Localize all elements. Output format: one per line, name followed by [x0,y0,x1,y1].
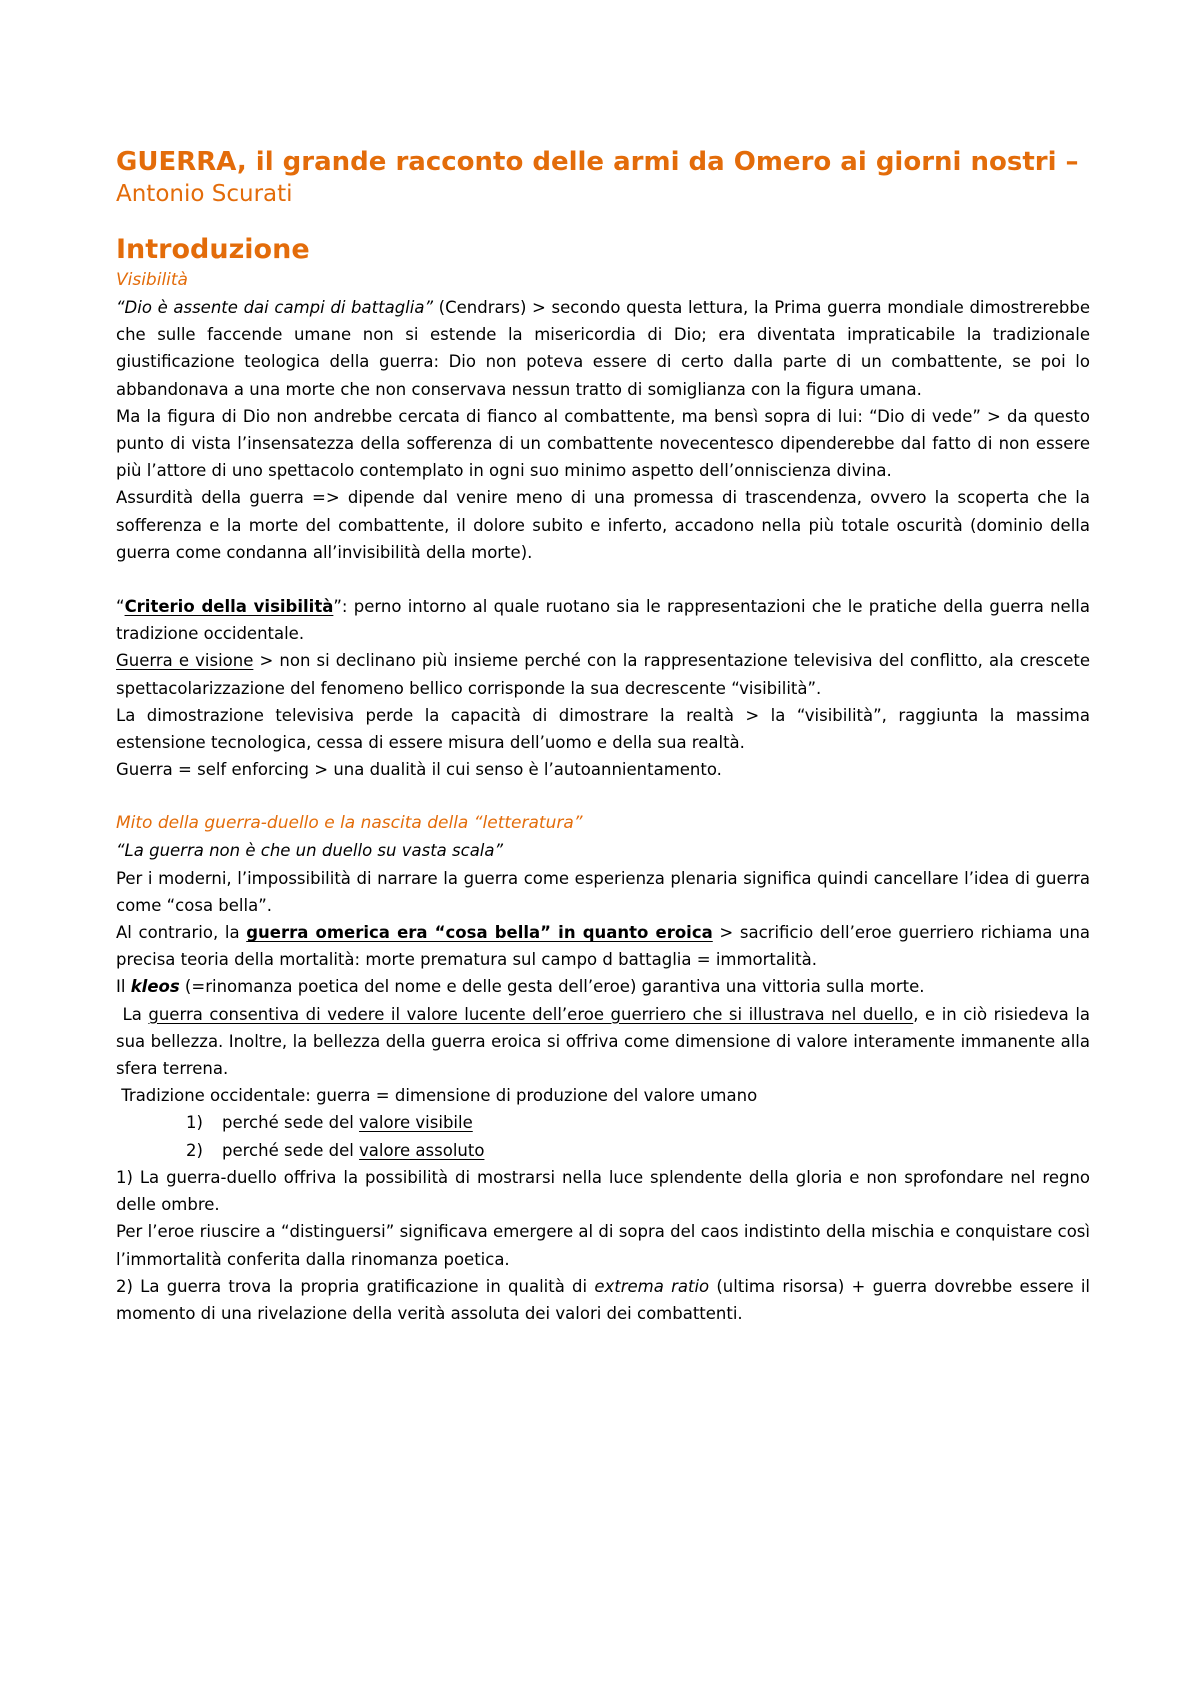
paragraph: Per i moderni, l’impossibilità di narrare la guerra come esperienza plenaria significa quindi cancellare l’idea di guerra come “cosa bella”. [116,868,1090,915]
paragraph: Guerra = self enforcing > una dualità il cui senso è l’autoannientamento. [116,760,722,780]
paragraph: La guerra consentiva di vedere il valore lucente dell’eroe guerriero che si illustrava nel duello, e in ciò risiedeva la sua bellezza. Inoltre, la bellezza della guerra eroica si offriva come dimensione di valore interamente immanente alla sfera terrena. [116,1004,1091,1079]
term-guerra-omerica: guerra omerica era “cosa bella” in quanto eroica [246,923,713,943]
paragraph: “Dio è assente dai campi di battaglia” (Cendrars) > secondo questa lettura, la Prima guerra mondiale dimostrerebbe che sulle faccende umane non si estende la misericordia di Dio; era diventata impraticabile la tradizionale giustificazione teologica della guerra: Dio non poteva essere di certo dalla parte di un combattente, se poi lo abbandonava a una morte che non conservava nessun tratto di somiglianza con la figura umana. [116,298,1090,399]
paragraph: Per l’eroe riuscire a “distinguersi” significava emergere al di sopra del caos indistinto della mischia e conquistare così l’immortalità conferita dalla rinomanza poetica. [116,1222,1090,1269]
document-title: GUERRA, il grande racconto delle armi da Omero ai giorni nostri – [116,147,1079,177]
term-guerra-visione: Guerra e visione [116,651,254,671]
quote-cendrars: “Dio è assente dai campi di battaglia” [116,298,433,317]
paragraph: “Criterio della visibilità”: perno intorno al quale ruotano sia le rappresentazioni che le pratiche della guerra nella tradizione occidentale. [116,597,1090,644]
document-author: Antonio Scurati [116,181,293,207]
paragraph: Guerra e visione > non si declinano più insieme perché con la rappresentazione televisiva del conflitto, ala crescete spettacolarizzazione del fenomeno bellico corrisponde la sua decrescente “visibilità”. [116,651,1090,698]
paragraph: La dimostrazione televisiva perde la capacità di dimostrare la realtà > la “visibilità”, raggiunta la massima estensione tecnologica, cessa di essere misura dell’uomo e della sua realtà. [116,705,1090,753]
term-valore-lucente: guerra consentiva di vedere il valore lucente dell’eroe guerriero che si illustrava nel duello [148,1004,914,1024]
section-heading-introduzione: Introduzione [116,234,310,265]
subheading-visibilita: Visibilità [116,270,188,290]
paragraph: Il kleos (=rinomanza poetica del nome e delle gesta dell’eroe) garantiva una vittoria sulla morte. [116,977,925,997]
term-criterio-visibilita: Criterio della visibilità [124,597,334,617]
document-page [116,145,1090,1327]
term-kleos: kleos [130,977,180,997]
paragraph: Assurdità della guerra => dipende dal venire meno di una promessa di trascendenza, ovvero la scoperta che la sofferenza e la morte del combattente, il dolore subito e inferto, accadono nella più totale oscurità (dominio della guerra come condanna all’invisibilità della morte). [116,488,1090,562]
list-item: 1) perché sede del valore visibile [186,1113,473,1133]
spacer [116,783,1090,810]
spacer [116,566,1090,593]
paragraph: 2) La guerra trova la propria gratificazione in qualità di extrema ratio (ultima risorsa) + guerra dovrebbe essere il momento di una rivelazione della verità assoluta dei valori dei combattenti. [116,1276,1090,1323]
list-item: 2) perché sede del valore assoluto [186,1140,485,1160]
term-extrema-ratio: extrema ratio [594,1276,710,1296]
paragraph: 1) La guerra-duello offriva la possibilità di mostrarsi nella luce splendente della gloria e non sprofondare nel regno delle ombre. [116,1167,1090,1215]
numbered-list [116,1109,1090,1163]
quote-duello: “La guerra non è che un duello su vasta scala” [116,841,504,861]
paragraph: Tradizione occidentale: guerra = dimensione di produzione del valore umano [116,1086,758,1106]
subheading-mito-guerra-duello: Mito della guerra-duello e la nascita della “letteratura” [116,813,583,834]
paragraph: Al contrario, la guerra omerica era “cosa bella” in quanto eroica > sacrificio dell’eroe guerriero richiama una precisa teoria della mortalità: morte prematura sul campo d battaglia = immortalità. [116,923,1091,970]
paragraph: Ma la figura di Dio non andrebbe cercata di fianco al combattente, ma bensì sopra di lui: “Dio di vede” > da questo punto di vista l’insensatezza della sofferenza di un combattente novecentesco dipenderebbe dal fatto di non essere più l’attore di uno spettacolo contemplato in ogni suo minimo aspetto dell’onniscienza divina. [116,406,1090,481]
